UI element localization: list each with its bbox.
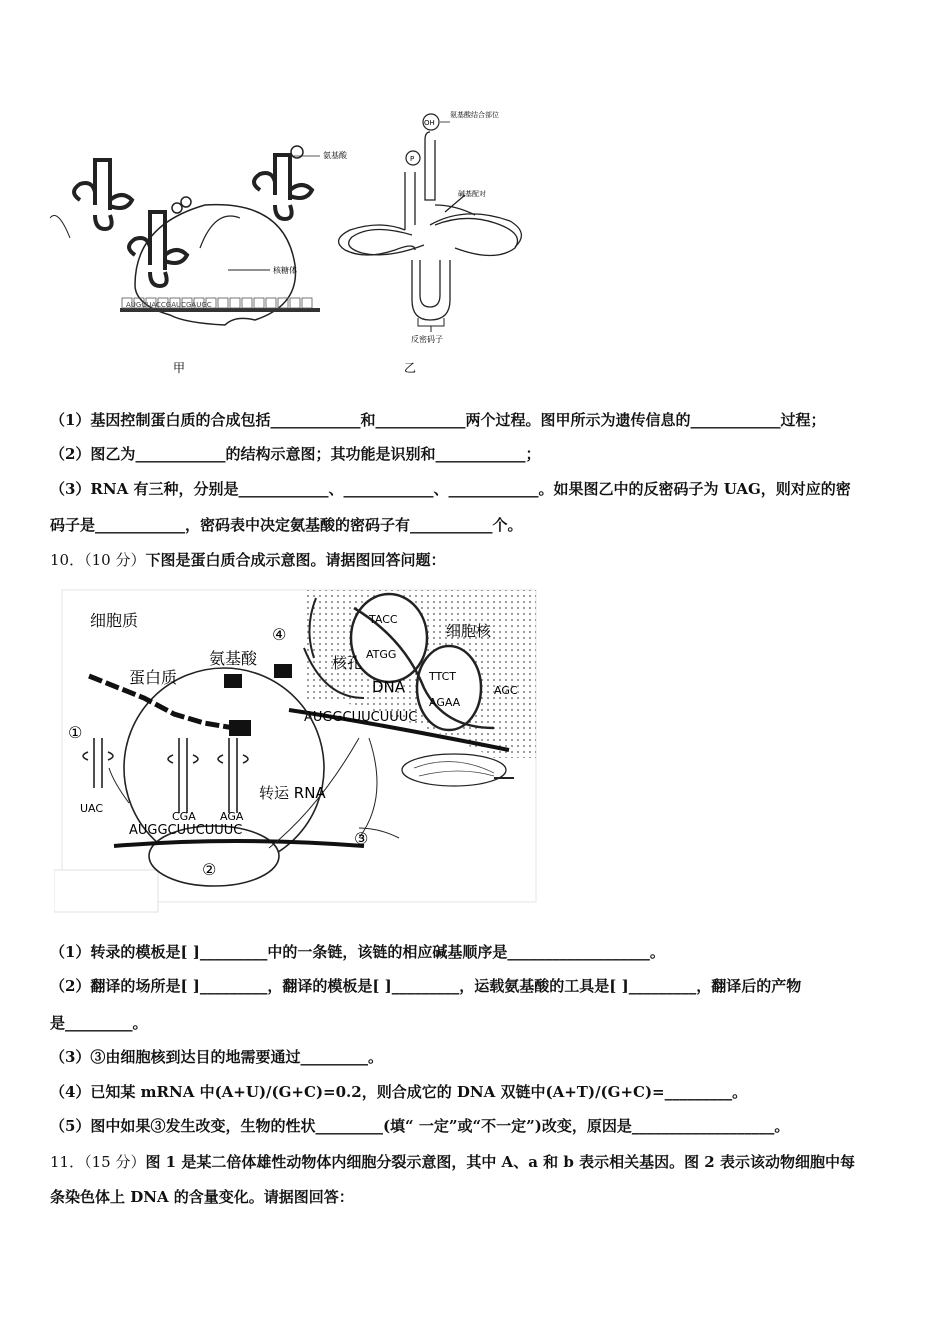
dna-seq-tail: AGC xyxy=(494,684,518,697)
label-dna: DNA xyxy=(372,678,406,696)
dna-seq-mid: ATGG xyxy=(366,648,397,661)
mrna-bases: AUGCUACCGAUCGAUGC xyxy=(126,301,212,309)
q11-text: 图 1 是某二倍体雄性动物体内细胞分裂示意图，其中 A、a 和 b 表示相关基因。图 2 表示该动物细胞中每 xyxy=(145,1153,855,1171)
dna-seq-right2: AGAA xyxy=(429,696,461,709)
label-circle-3: ③ xyxy=(354,829,369,848)
q9-line-2: （2）图乙为____________的结构示意图；其功能是识别和____________； xyxy=(50,445,541,463)
q11-line-1 xyxy=(50,1152,855,1172)
q10-score: （10 分） xyxy=(84,551,146,569)
label-p: P xyxy=(410,155,415,163)
q9-line-1: （1）基因控制蛋白质的合成包括____________和____________两个过程。图甲所示为遗传信息的____________过程； xyxy=(50,411,826,429)
label-amino-acid-2: 氨基酸 xyxy=(209,649,258,668)
figure-protein-synthesis xyxy=(54,588,538,914)
anticodon-aga: AGA xyxy=(220,810,244,823)
q11-number: 11． xyxy=(50,1153,85,1171)
q10-header xyxy=(50,550,445,570)
label-protein: 蛋白质 xyxy=(129,668,178,687)
q10-line-5: （4）已知某 mRNA 中(A+U)/(G+C)=0.2，则合成它的 DNA 双链中(A+T)/(G+C)=_________。 xyxy=(50,1083,748,1101)
q11-line-2: 条染色体上 DNA 的含量变化。请据图回答： xyxy=(50,1188,354,1206)
q10-line-3: 是_________。 xyxy=(50,1014,148,1032)
label-amino-acid: 氨基酸 xyxy=(323,151,347,160)
dna-seq-right: TTCT xyxy=(429,670,457,683)
q11-score: （15 分） xyxy=(84,1153,146,1171)
label-circle-2: ② xyxy=(202,860,217,879)
figure-translation-trna xyxy=(40,100,560,390)
q10-number: 10． xyxy=(50,551,85,569)
label-cytoplasm: 细胞质 xyxy=(90,611,139,630)
label-anticodon: 反密码子 xyxy=(411,335,443,344)
q10-line-4: （3）③由细胞核到达目的地需要通过_________。 xyxy=(50,1048,383,1066)
caption-jia: 甲 xyxy=(173,361,186,375)
q10-line-1: （1）转录的模板是[ ]_________中的一条链，该链的相应碱基顺序是___________________。 xyxy=(50,943,665,961)
anticodon-uac: UAC xyxy=(80,802,104,815)
label-binding-site: 氨基酸结合部位 xyxy=(450,111,499,119)
q9-line-4: 码子是____________，密码表中决定氨基酸的密码子有___________个。 xyxy=(50,516,523,534)
q10-line-6: （5）图中如果③发生改变，生物的性状_________(填“ 一定”或“不一定”)改变，原因是___________________。 xyxy=(50,1117,790,1135)
anticodon-cga: CGA xyxy=(172,810,196,823)
label-circle-1: ① xyxy=(68,723,83,742)
label-trna: 转运 RNA xyxy=(259,784,326,802)
mrna-upper: AUGGCUUCUUUC xyxy=(304,710,418,725)
label-nucleus: 细胞核 xyxy=(446,622,492,640)
caption-yi: 乙 xyxy=(404,361,417,375)
label-base-pair: 碱基配对 xyxy=(458,190,486,198)
q9-line-3: （3）RNA 有三种，分别是____________、____________、____________。如果图乙中的反密码子为 UAG，则对应的密 xyxy=(50,480,851,498)
mrna-lower: AUGGCUUCUUUC xyxy=(129,823,243,838)
label-nuclear-pore: 核孔 xyxy=(332,654,363,672)
label-circle-4: ④ xyxy=(272,625,287,644)
q10-line-2: （2）翻译的场所是[ ]_________，翻译的模板是[ ]_________，运载氨基酸的工具是[ ]_________，翻译后的产物 xyxy=(50,977,802,995)
dna-seq-top: TACC xyxy=(369,613,398,626)
label-ribosome: 核糖体 xyxy=(273,266,297,275)
label-oh: OH xyxy=(424,119,435,127)
q10-text: 下图是蛋白质合成示意图。请据图回答问题： xyxy=(145,551,446,569)
